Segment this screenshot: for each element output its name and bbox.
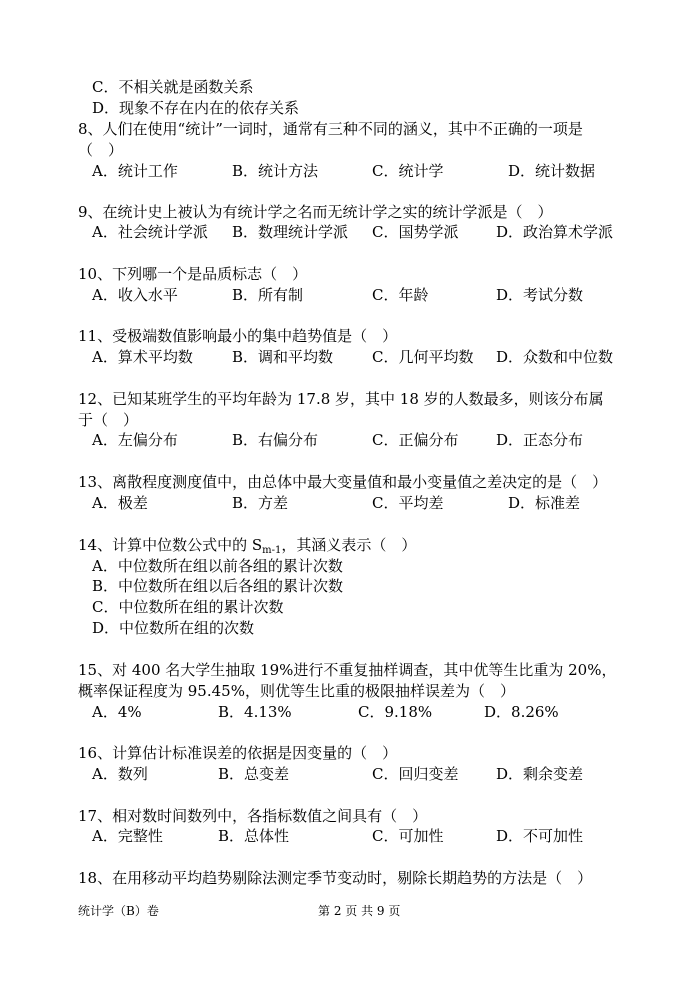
question-16-option-d: D．剩余变差 <box>496 765 584 783</box>
question-11-stem: 11、受极端数值影响最小的集中趋势值是（ ） <box>78 327 398 345</box>
question-14-option-d: D．中位数所在组的次数 <box>92 619 255 637</box>
question-8-option-c: C．统计学 <box>372 162 444 180</box>
footer-page-number: 第 2 页 共 9 页 <box>318 904 401 918</box>
option-d-prev: D．现象不存在内在的依存关系 <box>92 99 300 117</box>
question-13-option-d: D．标准差 <box>508 494 581 512</box>
question-8-option-d: D．统计数据 <box>508 162 596 180</box>
option-c-prev: C．不相关就是函数关系 <box>92 78 254 96</box>
question-12-stem-cont: 于（ ） <box>78 411 139 429</box>
question-16-option-b: B．总变差 <box>218 765 290 783</box>
question-16-stem: 16、计算估计标准误差的依据是因变量的（ ） <box>78 744 398 762</box>
question-16-option-c: C．回归变差 <box>372 765 459 783</box>
question-8-option-b: B．统计方法 <box>232 162 319 180</box>
question-15-option-c: C．9.18% <box>358 703 433 721</box>
question-18-stem: 18、在用移动平均趋势剔除法测定季节变动时，剔除长期趋势的方法是（ ） <box>78 869 593 887</box>
question-8-stem-cont: （ ） <box>78 141 124 159</box>
question-14-option-c: C．中位数所在组的累计次数 <box>92 598 284 616</box>
question-17-stem: 17、相对数时间数列中，各指标数值之间具有（ ） <box>78 807 428 825</box>
question-15-stem-cont: 概率保证程度为 95.45%，则优等生比重的极限抽样误差为（ ） <box>78 682 515 700</box>
question-8-stem: 8、人们在使用“统计”一词时，通常有三种不同的涵义，其中不正确的一项是 <box>78 120 583 138</box>
question-12-option-d: D．正态分布 <box>496 431 584 449</box>
footer-course-title: 统计学（B）卷 <box>78 904 159 918</box>
question-14-stem-pre: 14、计算中位数公式中的 S <box>78 536 263 554</box>
question-11-option-a: A．算术平均数 <box>92 348 193 366</box>
question-12-option-b: B．右偏分布 <box>232 431 319 449</box>
question-12-option-c: C．正偏分布 <box>372 431 459 449</box>
question-12-stem: 12、已知某班学生的平均年龄为 17.8 岁，其中 18 岁的人数最多，则该分布属 <box>78 390 604 408</box>
question-8-option-a: A．统计工作 <box>92 162 178 180</box>
question-10-stem: 10、下列哪一个是品质标志（ ） <box>78 265 308 283</box>
question-10-option-a: A．收入水平 <box>92 286 178 304</box>
question-10-option-b: B．所有制 <box>232 286 304 304</box>
question-11-option-d: D．众数和中位数 <box>496 348 614 366</box>
question-14-subscript: m-1 <box>262 545 282 556</box>
question-15-option-a: A．4% <box>92 703 142 721</box>
question-16-option-a: A．数列 <box>92 765 148 783</box>
question-10-option-d: D．考试分数 <box>496 286 584 304</box>
question-15-stem: 15、对 400 名大学生抽取 19%进行不重复抽样调查，其中优等生比重为 20%， <box>78 661 617 679</box>
question-13-option-a: A．极差 <box>92 494 148 512</box>
question-17-option-a: A．完整性 <box>92 827 163 845</box>
question-15-option-d: D．8.26% <box>484 703 559 721</box>
question-9-option-d: D．政治算术学派 <box>496 223 614 241</box>
question-17-option-c: C．可加性 <box>372 827 444 845</box>
question-17-option-d: D．不可加性 <box>496 827 584 845</box>
question-9-option-a: A．社会统计学派 <box>92 223 208 241</box>
question-9-stem: 9、在统计史上被认为有统计学之名而无统计学之实的统计学派是（ ） <box>78 203 553 221</box>
question-14-option-a: A．中位数所在组以前各组的累计次数 <box>92 557 343 575</box>
question-13-option-b: B．方差 <box>232 494 289 512</box>
question-9-option-b: B．数理统计学派 <box>232 223 349 241</box>
question-15-option-b: B．4.13% <box>218 703 292 721</box>
question-17-option-b: B．总体性 <box>218 827 290 845</box>
question-10-option-c: C．年龄 <box>372 286 429 304</box>
question-13-option-c: C．平均差 <box>372 494 444 512</box>
question-13-stem: 13、离散程度测度值中，由总体中最大变量值和最小变量值之差决定的是（ ） <box>78 473 608 491</box>
question-12-option-a: A．左偏分布 <box>92 431 178 449</box>
question-14-option-b: B．中位数所在组以后各组的累计次数 <box>92 577 344 595</box>
question-14-stem-post: ，其涵义表示（ ） <box>281 536 417 554</box>
question-11-option-c: C．几何平均数 <box>372 348 474 366</box>
question-11-option-b: B．调和平均数 <box>232 348 334 366</box>
question-9-option-c: C．国势学派 <box>372 223 459 241</box>
